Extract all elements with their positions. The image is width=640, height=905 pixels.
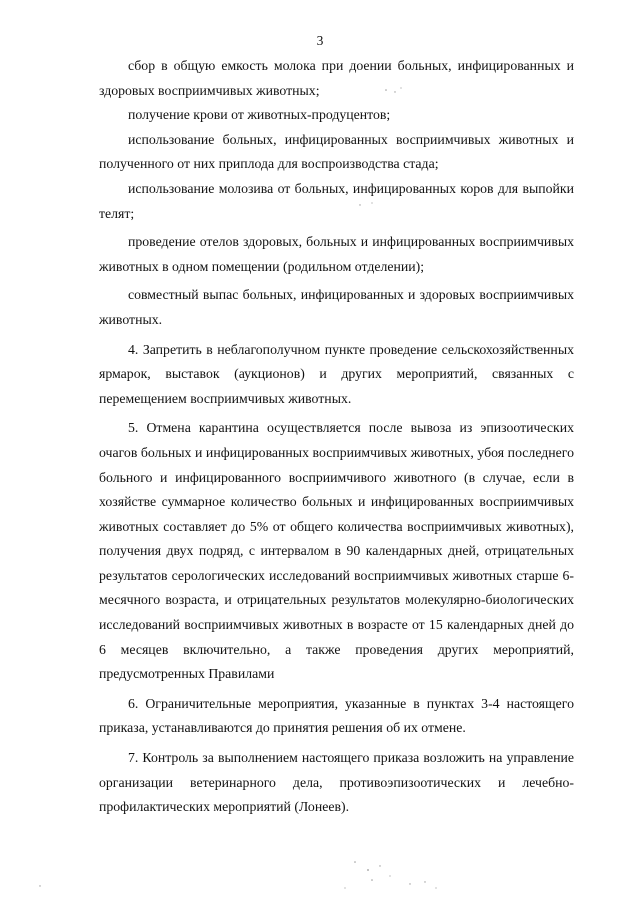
paragraph-colostrum-use: использование молозива от больных, инфицированных коров для выпойки телят; <box>99 180 574 221</box>
paragraph-blood-collection: получение крови от животных-продуцентов; <box>128 107 391 123</box>
document-body <box>99 54 574 820</box>
paragraph-item-5: 5. Отмена карантина осуществляется после вывоза из эпизоотических очагов больных и инфицированных восприимчивых животных, убоя последнего больного и инфицированного восприимчивого животного (в случае, если в хозяйстве суммарное количество больных и инфицированных восприимчивых животных составляет до 5% от общего количества восприимчивых животных), получения двух подряд, с интервалом в 90 календарных дней, отрицательных результатов серологических исследований восприимчивых животных старше 6-месячного возраста, и отрицательных результатов молекулярно-биологических исследований восприимчивых животных в возрасте от 15 календарных дней до 6 месяцев включительно, а также проведения других мероприятий, предусмотренных Правилами <box>99 420 574 682</box>
paragraph-milk-collection: сбор в общую емкость молока при доении больных, инфицированных и здоровых восприимчивых животных; <box>99 58 574 98</box>
paragraph-item-6: 6. Ограничительные мероприятия, указанные в пунктах 3-4 настоящего приказа, устанавливаются до принятия решения об их отмене. <box>99 695 574 736</box>
paragraph-calving: проведение отелов здоровых, больных и инфицированных восприимчивых животных в одном помещении (родильном отделении); <box>99 234 574 274</box>
paragraph-item-7: 7. Контроль за выполнением настоящего приказа возложить на управление организации ветеринарного дела, противоэпизоотических и лечебно-профилактических мероприятий (Лонеев). <box>99 750 574 815</box>
paragraph-joint-grazing: совместный выпас больных, инфицированных и здоровых восприимчивых животных. <box>99 287 574 327</box>
paragraph-item-4: 4. Запретить в неблагополучном пункте проведение сельскохозяйственных ярмарок, выставок (аукционов) и других мероприятий, связанных с перемещением восприимчивых животных. <box>99 341 574 406</box>
paragraph-herd-reproduction: использование больных, инфицированных восприимчивых животных и полученного от них приплода для воспроизводства стада; <box>99 131 574 172</box>
page-number: 3 <box>316 33 324 48</box>
